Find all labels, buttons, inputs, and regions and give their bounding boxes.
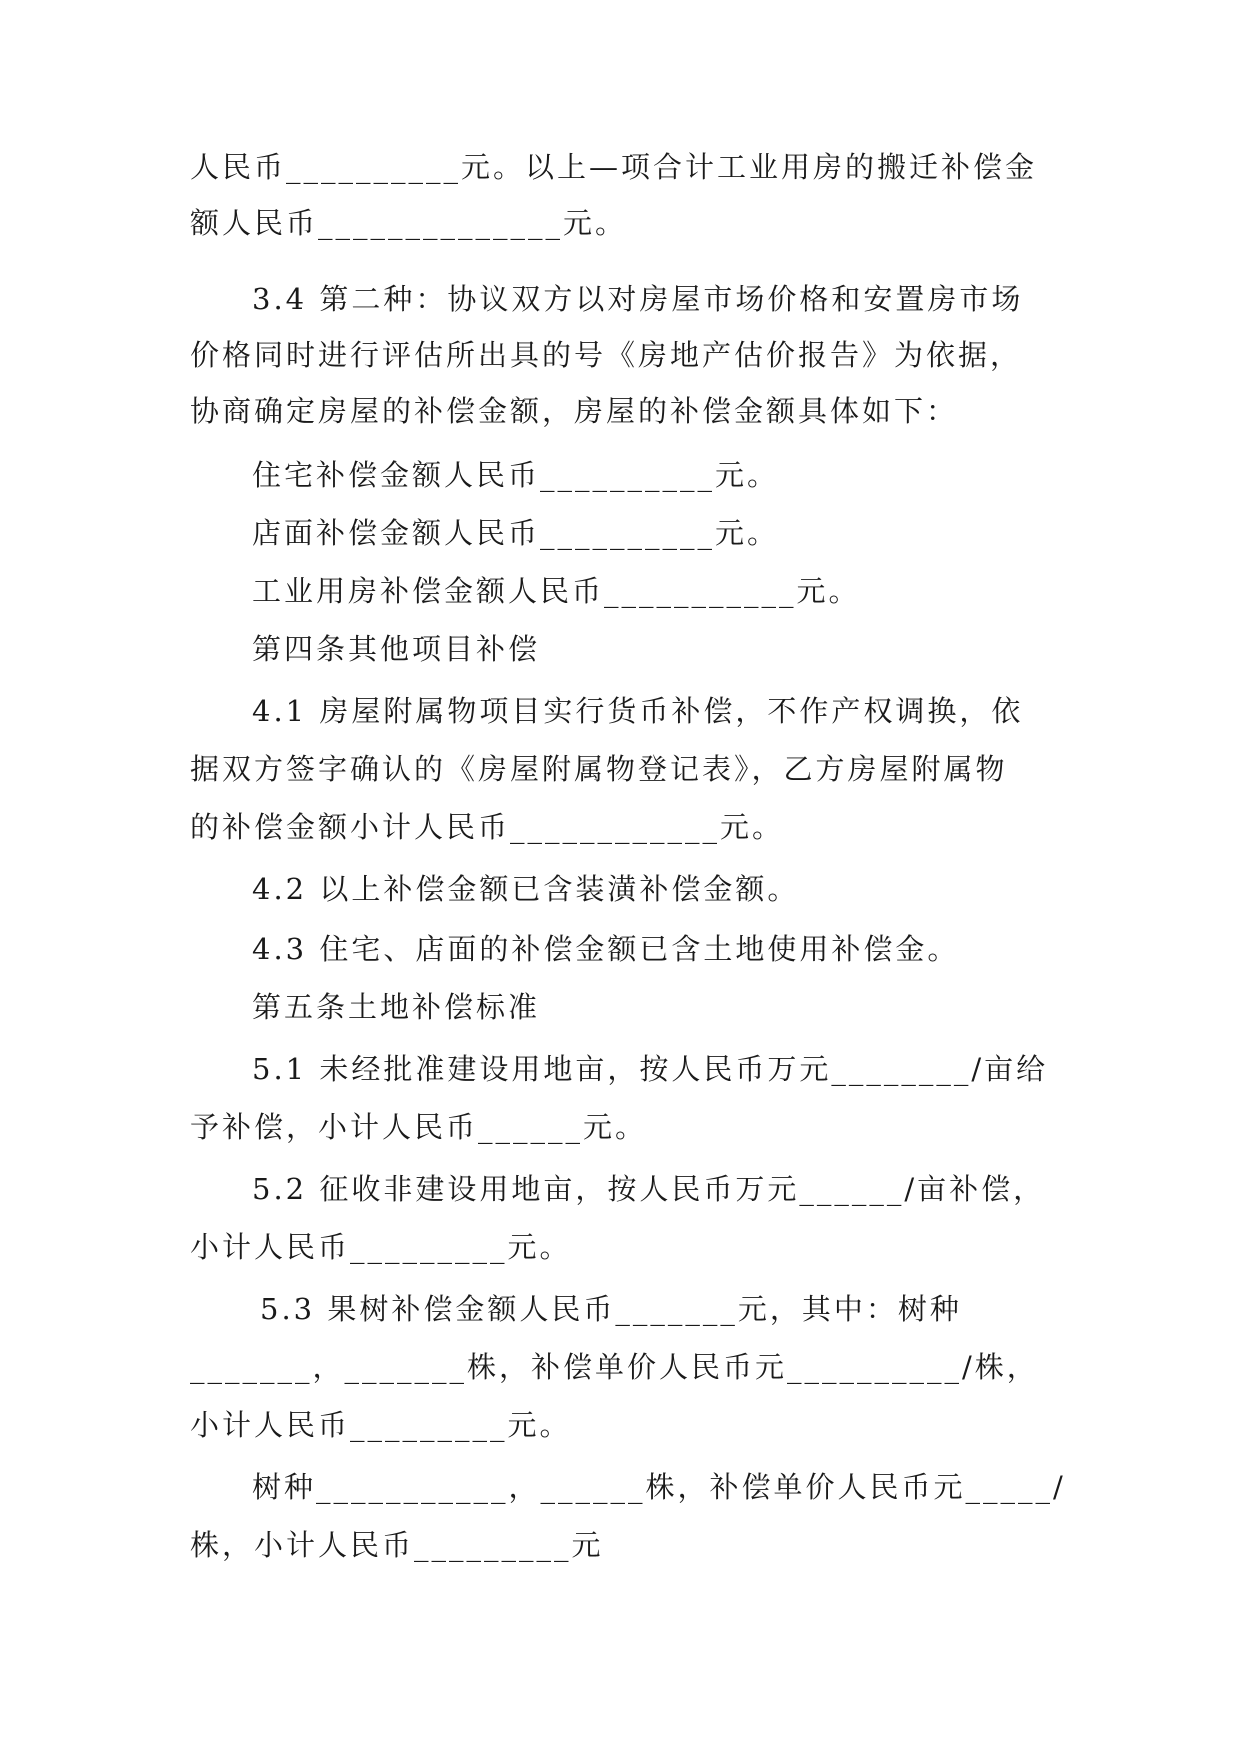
text-line: 4.2 以上补偿金额已含装潢补偿金额。 [252, 872, 800, 906]
text-line: 5.1 未经批准建设用地亩，按人民币万元________/亩给 [252, 1052, 1049, 1086]
text-line: 5.2 征收非建设用地亩，按人民币万元______/亩补偿， [252, 1172, 1046, 1206]
text-line: 据双方签字确认的《房屋附属物登记表》，乙方房屋附属物 [190, 752, 1008, 786]
text-line: 人民币__________元。以上—项合计工业用房的搬迁补偿金 [190, 150, 1038, 184]
text-line: 的补偿金额小计人民币____________元。 [190, 810, 785, 844]
text-line: 住宅补偿金额人民币__________元。 [252, 458, 780, 492]
text-line: 协商确定房屋的补偿金额，房屋的补偿金额具体如下： [190, 394, 959, 428]
section-heading: 第四条其他项目补偿 [252, 632, 541, 666]
text-line: 小计人民币_________元。 [190, 1230, 572, 1264]
text-line: 店面补偿金额人民币__________元。 [252, 516, 780, 550]
text-line: 价格同时进行评估所出具的号《房地产估价报告》为依据， [190, 338, 1023, 372]
text-line: 小计人民币_________元。 [190, 1408, 572, 1442]
text-line: 4.3 住宅、店面的补偿金额已含土地使用补偿金。 [252, 932, 960, 966]
section-heading: 第五条土地补偿标准 [252, 990, 541, 1024]
text-line: 3.4 第二种：协议双方以对房屋市场价格和安置房市场 [252, 282, 1024, 316]
text-line: 树种___________，______株，补偿单价人民币元_____/ [252, 1470, 1066, 1504]
text-line: 工业用房补偿金额人民币___________元。 [252, 574, 861, 608]
text-line: 株，小计人民币_________元 [190, 1528, 604, 1562]
text-line: 5.3 果树补偿金额人民币_______元，其中：树种 [260, 1292, 962, 1326]
text-line: 4.1 房屋附属物项目实行货币补偿，不作产权调换，依 [252, 694, 1024, 728]
text-line: 予补偿，小计人民币______元。 [190, 1110, 648, 1144]
text-line: 额人民币______________元。 [190, 206, 628, 240]
text-line: _______，_______株，补偿单价人民币元__________/株， [190, 1350, 1039, 1384]
